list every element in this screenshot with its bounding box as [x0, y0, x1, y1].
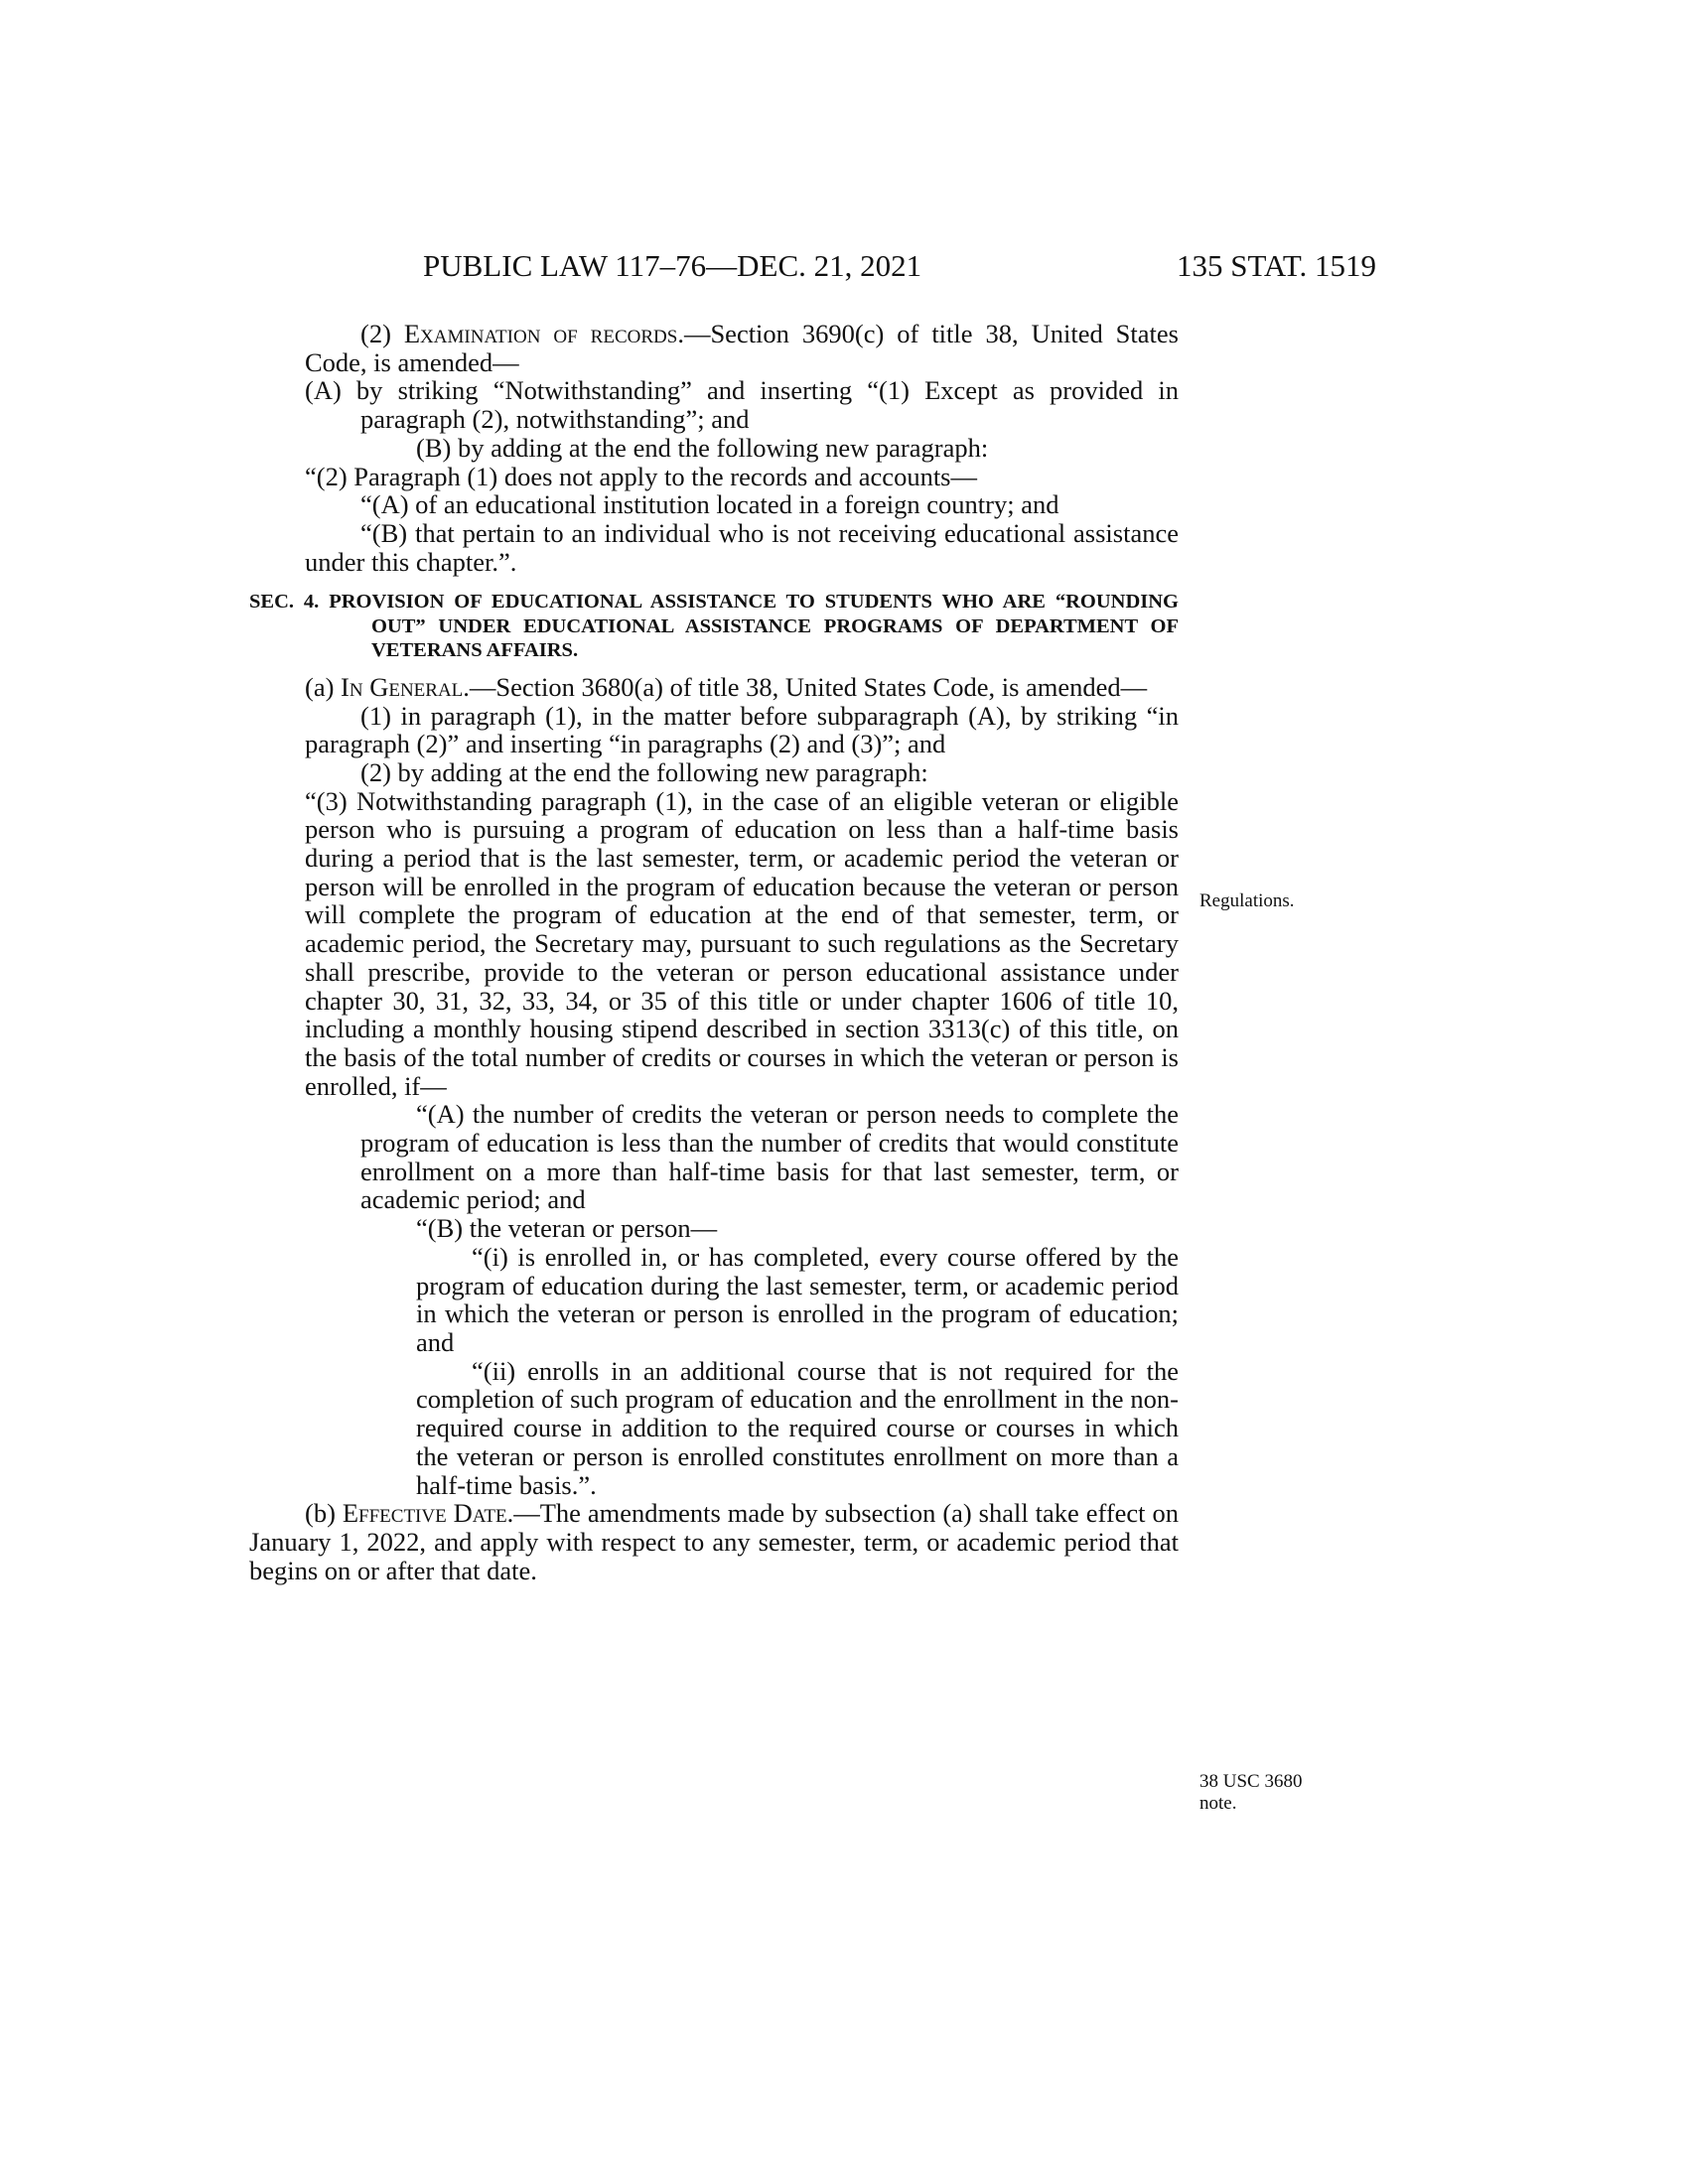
- quoted-clause-3Bii: “(ii) enrolls in an additional course that is not required for the completion of such program of education and the enrollment in the non-required course in addition to the required course or courses in which the veteran or person is enrolled constitutes enrollment on more than a half-time basis.”.: [416, 1355, 1179, 1500]
- quoted-subparagraph-2A: “(A) of an educational institution located in a foreign country; and: [360, 489, 1059, 520]
- subsection-number: (a): [305, 671, 342, 702]
- margin-note-usc-line1: 38 USC 3680: [1199, 1771, 1303, 1792]
- subsection-b: [249, 1499, 1179, 1584]
- subsection-a: [249, 673, 1179, 702]
- subsection-heading: Effective Date: [342, 1498, 507, 1529]
- subsection-text: .—Section 3680(a) of title 38, United States Code, is amended—: [463, 671, 1148, 702]
- quoted-subparagraph-2B: “(B) that pertain to an individual who is not receiving educational assistance under this chapter.”.: [305, 517, 1179, 577]
- paragraph-a-1: [249, 702, 1179, 758]
- quoted-paragraph-3: “(3) Notwithstanding paragraph (1), in the case of an eligible veteran or eligible person who is pursuing a program of education on less than a half-time basis during a period that is the last semester, term, or academic period the veteran or person will be enrolled in the program of education because the veteran or person will complete the program of education at the end of that semester, term, or academic period, the Secretary may, pursuant to such regulations as the Secretary shall prescribe, provide to the veteran or person educational assistance under chapter 30, 31, 32, 33, 34, or 35 of this title or under chapter 1606 of title 10, including a monthly housing stipend described in section 3313(c) of this title, on the basis of the total number of credits or courses in which the veteran or person is enrolled, if—: [305, 785, 1179, 1101]
- subparagraph-2A: (A) by striking “Notwithstanding” and inserting “(1) Except as provided in paragraph (2), notwithstanding”; and: [305, 375, 1179, 435]
- section-4-heading: SEC. 4. PROVISION OF EDUCATIONAL ASSISTANCE TO STUDENTS WHO ARE “ROUNDING OUT” UNDER EDUCATIONAL ASSISTANCE PROGRAMS OF DEPARTMENT OF VETERANS AFFAIRS.: [249, 591, 1179, 662]
- paragraph-a-2: (2) by adding at the end the following new paragraph:: [360, 756, 928, 787]
- paragraph-text: (1) in paragraph (1), in the matter before subparagraph (A), by striking “in paragraph (2)” and inserting “in paragraphs (2) and (3)”; and: [305, 700, 1179, 759]
- margin-note-regulations: Regulations.: [1199, 890, 1295, 911]
- public-law-title: PUBLIC LAW 117–76—DEC. 21, 2021: [423, 248, 922, 283]
- quoted-subparagraph-3B: “(B) the veteran or person—: [416, 1213, 718, 1244]
- document-body: [249, 319, 1179, 1585]
- quoted-paragraph-2: “(2) Paragraph (1) does not apply to the records and accounts—: [305, 461, 977, 491]
- subsection-heading: In General: [341, 671, 464, 702]
- subsection-number: (b): [305, 1498, 343, 1529]
- paragraph-2-examination: [305, 320, 1179, 376]
- page-header: [423, 248, 1376, 288]
- subparagraph-2B: (B) by adding at the end the following new paragraph:: [416, 432, 989, 463]
- subsection-text: .—The amendments made by subsection (a) shall take effect on January 1, 2022, and apply with respect to any semester, term, or academic period that begins on or after that date.: [249, 1498, 1179, 1585]
- paragraph-heading: Examination of records: [403, 319, 678, 348]
- paragraph-text: .—Section 3690(c) of title 38, United States Code, is amended—: [305, 319, 1179, 377]
- margin-note-usc-line2: note.: [1199, 1793, 1237, 1814]
- paragraph-number: (2): [360, 319, 404, 348]
- quoted-clause-3Bi: “(i) is enrolled in, or has completed, every course offered by the program of education during the last semester, term, or academic period in which the veteran or person is enrolled in the program of education; and: [416, 1241, 1179, 1357]
- stat-citation: 135 STAT. 1519: [1176, 248, 1376, 283]
- quoted-subparagraph-3A: “(A) the number of credits the veteran or person needs to complete the program of education is less than the number of credits that would constitute enrollment on a more than half-time basis for that last semester, term, or academic period; and: [360, 1099, 1179, 1215]
